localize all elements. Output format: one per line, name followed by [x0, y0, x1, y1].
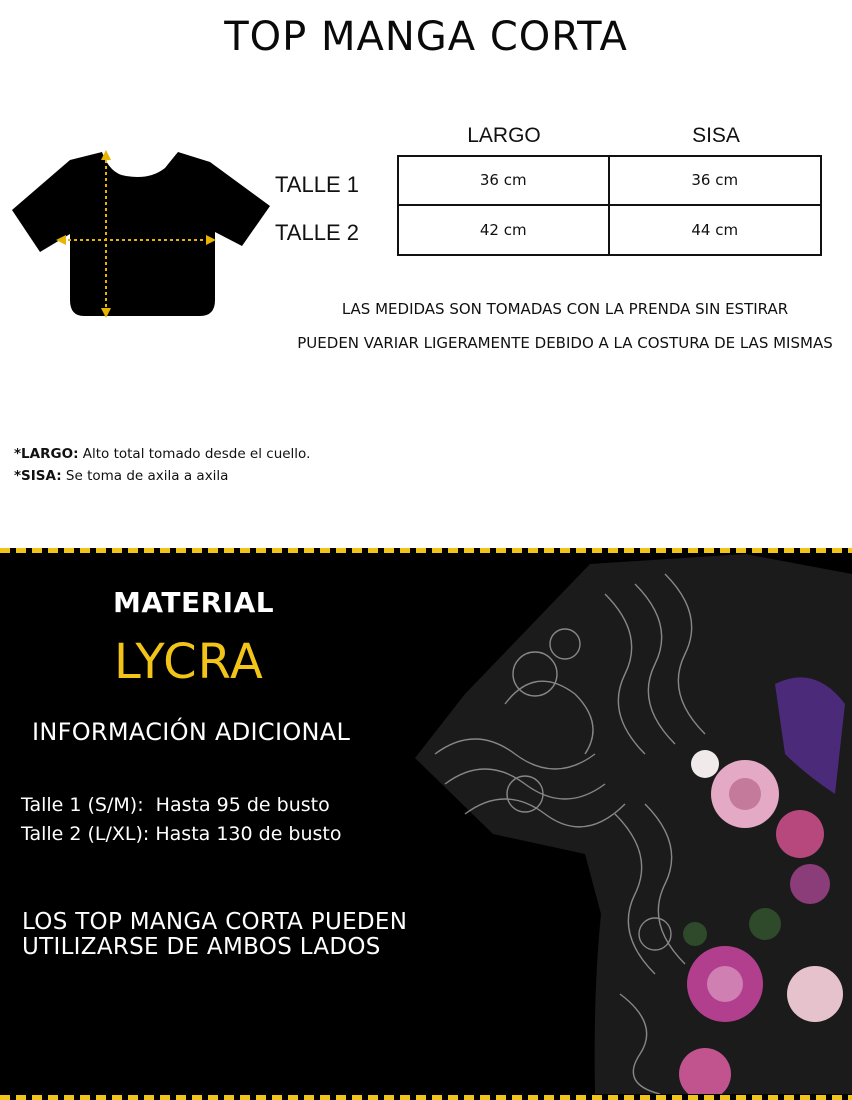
material-heading: MATERIAL	[113, 586, 275, 619]
column-header-sisa: SISA	[692, 124, 740, 147]
info-line-talle-2: Talle 2 (L/XL): Hasta 130 de busto	[21, 823, 342, 845]
info-line-talle-1: Talle 1 (S/M): Hasta 95 de busto	[21, 794, 330, 816]
size-label-talle-2: TALLE 2	[275, 220, 359, 245]
printed-top-photo	[405, 554, 852, 1094]
size-label-talle-1: TALLE 1	[275, 172, 359, 197]
dashed-border-bottom	[0, 1095, 852, 1100]
measurement-note: LAS MEDIDAS SON TOMADAS CON LA PRENDA SIN ESTIRAR	[341, 300, 789, 318]
additional-info-heading: INFORMACIÓN ADICIONAL	[32, 718, 351, 746]
table-cell-talle2-sisa: 44 cm	[691, 220, 739, 239]
column-header-largo: LARGO	[467, 124, 541, 147]
material-panel	[0, 548, 852, 1100]
table-cell-talle2-largo: 42 cm	[399, 206, 610, 255]
material-value: LYCRA	[114, 634, 264, 690]
table-cell-talle1-sisa: 36 cm	[610, 157, 821, 206]
definition-text: Se toma de axila a axila	[61, 468, 229, 484]
tshirt-diagram-icon	[10, 148, 272, 320]
definition-largo	[14, 446, 310, 462]
reversible-note: LOS TOP MANGA CORTA PUEDEN UTILIZARSE DE AMBOS LADOS	[22, 909, 408, 960]
definition-text: Alto total tomado desde el cuello.	[78, 446, 311, 462]
variation-note: PUEDEN VARIAR LIGERAMENTE DEBIDO A LA COSTURA DE LAS MISMAS	[297, 334, 833, 352]
page-title: TOP MANGA CORTA	[224, 14, 628, 60]
table-cell-talle1-largo: 36 cm	[399, 157, 610, 206]
definition-sisa	[14, 468, 228, 484]
dashed-border-top	[0, 548, 852, 553]
size-table	[397, 155, 822, 256]
definition-term: *LARGO:	[14, 446, 79, 462]
definition-term: *SISA:	[14, 468, 62, 484]
